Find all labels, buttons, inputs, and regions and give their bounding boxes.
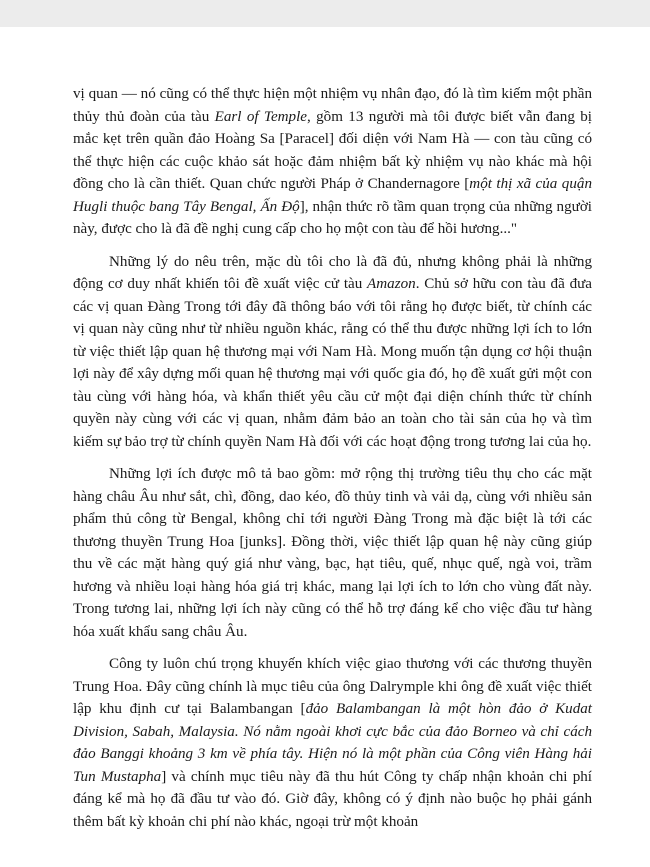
viewer-top-bar	[0, 0, 650, 27]
paragraph-4	[73, 653, 592, 833]
chandernagore-note: một thị xã của quận Hugli thuộc bang Tây Bengal, Ấn Độ	[73, 176, 592, 215]
paragraph-3-text: Những lợi ích được mô tả bao gồm: mở rộng thị trường tiêu thụ cho các mặt hàng châu Âu như sắt, chì, đồng, dao kéo, đồ thủy tinh và vải dạ, cùng với nhiều sản phẩm thủ công từ Bengal, không chỉ tới người Đàng Trong mà đặc biệt là tới các thương thuyền Trung Hoa [junks]. Đồng thời, việc thiết lập quan hệ này cũng giúp thu về các mặt hàng quý giá như vàng, bạc, hạt tiêu, quế, nhục quế, ngà voi, trầm hương và nhiều loại hàng hóa giá trị khác, mang lại lợi ích to lớn cho vùng đất này. Trong tương lai, những lợi ích này cũng có thể hỗ trợ đáng kể cho việc đầu tư hàng hóa xuất khẩu sang châu Âu.	[73, 466, 592, 640]
paragraph-4-text-c: ] và chính mục tiêu này đã thu hút Công ty chấp nhận khoản chi phí đáng kể mà họ đã đầu tư vào đó. Giờ đây, không có ý định nào buộc họ phải gánh thêm bất kỳ khoản chi phí nào khác, ngoại trừ một khoản	[73, 768, 592, 830]
balambangan-note: đảo Balambangan là một hòn đảo ở Kudat Division, Sabah, Malaysia. Nó nằm ngoài khơi cực bắc của đảo Borneo và chỉ cách đảo Banggi khoảng 3 km về phía tây. Hiện nó là một phần của Công viên Hàng hải Tun Mustapha	[73, 701, 592, 785]
paragraph-1-text-e: ], nhận thức rõ tầm quan trọng của những người này, được cho là đã đề nghị cung cấp cho họ một con tàu để hồi hương..."	[73, 198, 592, 237]
paragraph-1-text-c: , gồm 13 người mà tôi được biết vẫn đang bị mắc kẹt trên quần đảo Hoàng Sa [Paracel] đối diện với Nam Hà — con tàu cũng có thể thực hiện các cuộc khảo sát hoặc đảm nhiệm bất kỳ nhiệm vụ nào khác mà hội đồng cho là cần thiết. Quan chức người Pháp ở Chandernagore [	[73, 108, 592, 192]
ship-name-amazon: Amazon	[367, 276, 416, 292]
paragraph-4-text-a: Công ty luôn chú trọng khuyến khích việc giao thương với các thương thuyền Trung Hoa. Đây cũng chính là mục tiêu của ông Dalrymple khi ông đề xuất việc thiết lập khu định cư tại Balambangan [	[73, 656, 592, 717]
document-page	[73, 83, 592, 843]
paragraph-2-text-a: Những lý do nêu trên, mặc dù tôi cho là đã đủ, nhưng không phải là những động cơ duy nhất khiến tôi đề xuất việc cử tàu	[73, 253, 592, 292]
paragraph-2-text-c: . Chủ sở hữu con tàu đã đưa các vị quan Đàng Trong tới đây đã thông báo với tôi rằng họ được biết, từ chính các vị quan này cũng như từ nhiều nguồn khác, rằng có thể thu được những lợi ích to lớn từ việc thiết lập quan hệ thương mại với Nam Hà. Mong muốn tận dụng cơ hội thuận lợi này để xây dựng mối quan hệ thương mại với quốc gia đó, họ đề xuất gửi một con tàu cùng với hàng hóa, và khẩn thiết yêu cầu cử một đại diện chính thức từ chính quyền này cùng với các vị quan, nhằm đảm bảo an toàn cho tài sản của họ và tìm kiếm sự bảo trợ từ chính quyền Nam Hà đối với các hoạt động trong tương lai của họ.	[73, 276, 592, 450]
paragraph-1	[73, 83, 592, 241]
paragraph-2	[73, 251, 592, 454]
paragraph-3	[73, 463, 592, 643]
paragraph-1-text-a: vị quan — nó cũng có thể thực hiện một nhiệm vụ nhân đạo, đó là tìm kiếm một phần thủy thủ đoàn của tàu	[73, 86, 592, 125]
ship-name-earl-of-temple: Earl of Temple	[214, 108, 307, 125]
